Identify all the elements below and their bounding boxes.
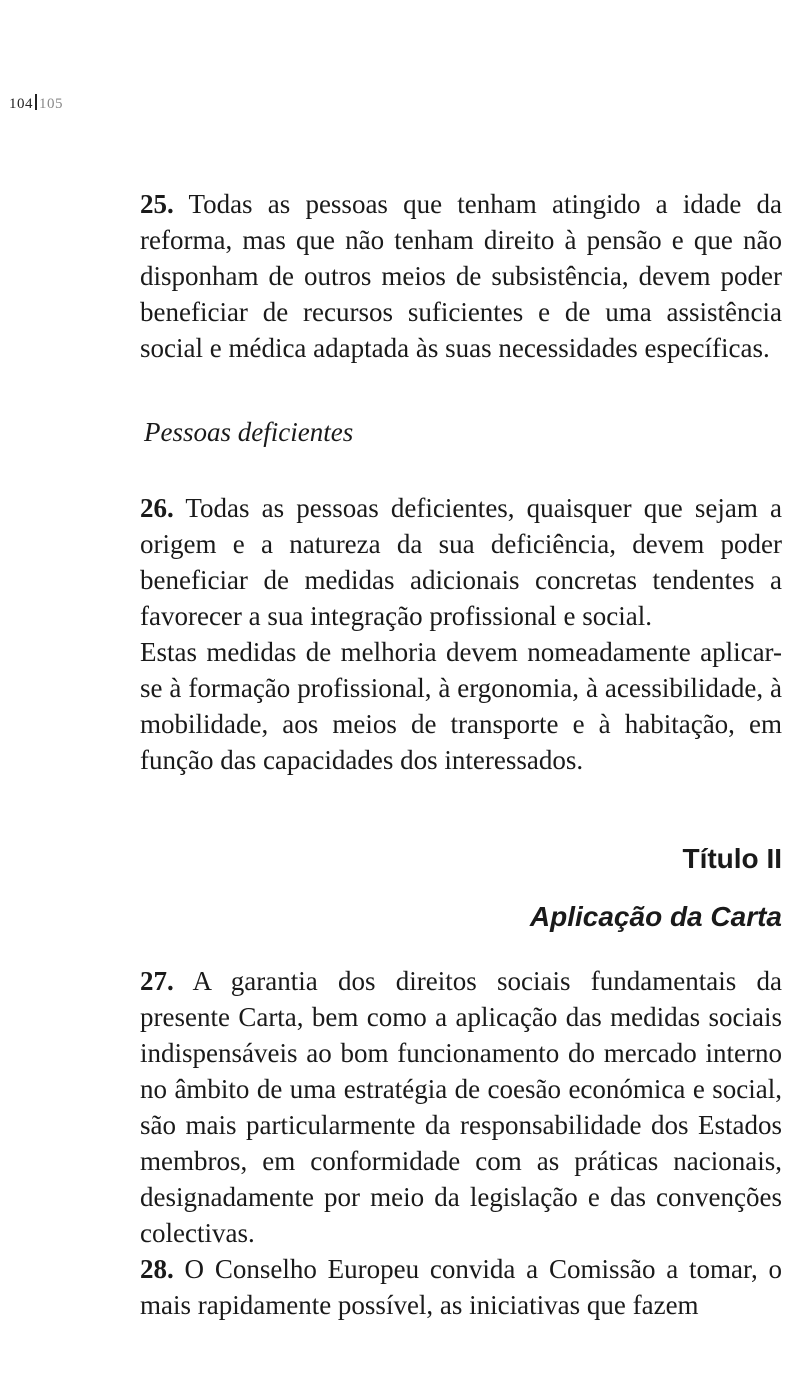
paragraph-text: O Conselho Europeu convida a Comissão a tomar, o mais rapidamente possível, as iniciativas que fazem: [140, 1254, 782, 1320]
paragraph-number: 25.: [140, 189, 174, 219]
title-subheading: Aplicação da Carta: [529, 901, 782, 932]
page-number: [9, 94, 63, 113]
paragraph-26: [140, 490, 782, 634]
paragraph-25: [140, 186, 782, 366]
section-heading-pessoas-deficientes: Pessoas deficientes: [144, 417, 354, 447]
paragraph-number: 28.: [140, 1254, 174, 1284]
paragraph-28: [140, 1251, 782, 1323]
paragraph-27: [140, 963, 782, 1251]
page-number-next: 105: [39, 96, 63, 112]
paragraph-text: Todas as pessoas deficientes, quaisquer que sejam a origem e a natureza da sua deficiência, devem poder beneficiar de medidas adicionais concretas tendentes a favorecer a sua integração profissional e social.: [140, 493, 782, 631]
page-content: [140, 186, 782, 1323]
page-number-current: 104: [9, 96, 33, 112]
paragraph-26-continued: Estas medidas de melhoria devem nomeadamente aplicar-se à formação profissional, à ergonomia, à acessibilidade, à mobilidade, aos meios de transporte e à habitação, em função das capacidades dos interessados.: [140, 637, 782, 775]
page-number-separator: [35, 94, 37, 110]
paragraph-number: 27.: [140, 966, 174, 996]
paragraph-text: Todas as pessoas que tenham atingido a idade da reforma, mas que não tenham direito à pensão e que não disponham de outros meios de subsistência, devem poder beneficiar de recursos suficientes e de uma assistência social e médica adaptada às suas necessidades específicas.: [140, 189, 782, 363]
paragraph-number: 26.: [140, 493, 174, 523]
title-heading: Título II: [682, 843, 782, 874]
paragraph-text: A garantia dos direitos sociais fundamentais da presente Carta, bem como a aplicação das medidas sociais indispensáveis ao bom funcionamento do mercado interno no âmbito de uma estratégia de coesão económica e social, são mais particularmente da responsabilidade dos Estados membros, em conformidade com as práticas nacionais, designadamente por meio da legislação e das convenções colectivas.: [140, 966, 782, 1248]
